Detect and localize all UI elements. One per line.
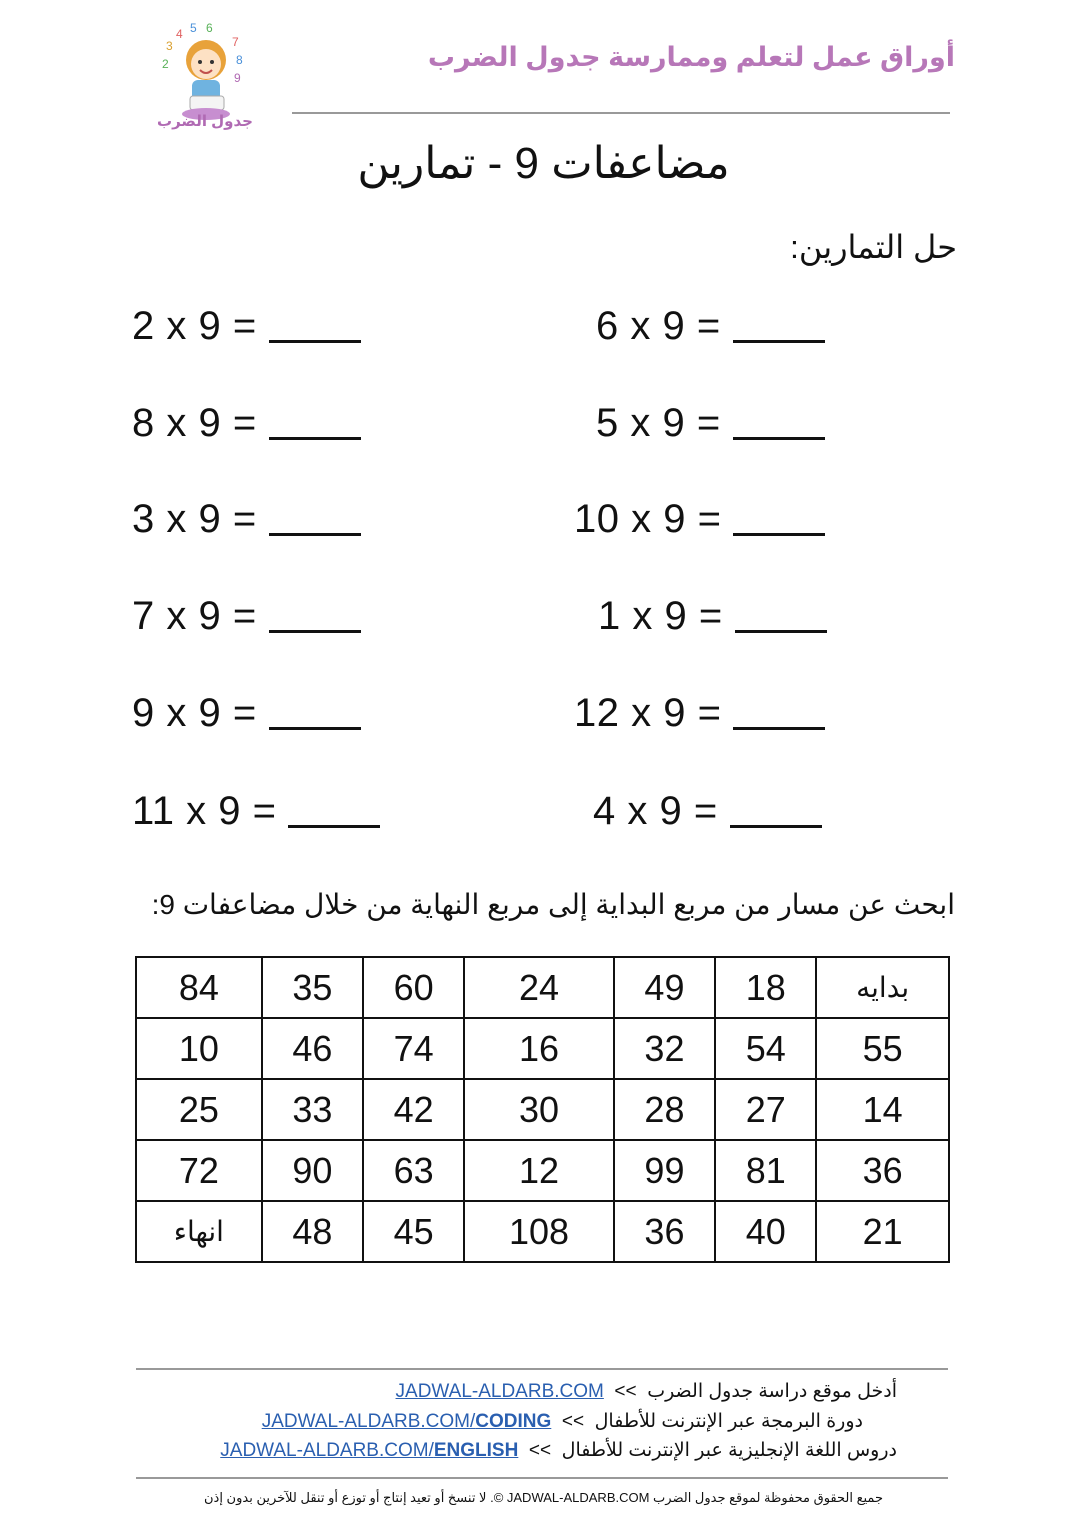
footer-link-label: دورة البرمجة عبر الإنترنت للأطفال — [594, 1411, 863, 1432]
exercise-instruction: حل التمارين: — [789, 229, 957, 265]
exercise-left-5: 9 x 9 = — [132, 691, 361, 736]
footer-divider — [136, 1368, 948, 1370]
answer-blank[interactable] — [733, 436, 825, 440]
svg-text:4: 4 — [176, 27, 183, 41]
maze-cell[interactable]: 16 — [464, 1018, 614, 1079]
answer-blank[interactable] — [288, 824, 380, 828]
maze-cell[interactable]: 60 — [363, 957, 464, 1018]
maze-cell[interactable]: 108 — [464, 1201, 614, 1262]
logo-caption: جدول الضرب — [157, 113, 253, 130]
footer-arrows: >> — [561, 1411, 585, 1432]
exercise-left-2: 8 x 9 = — [132, 401, 361, 446]
exercise-right-4: 1 x 9 = — [598, 594, 827, 639]
maze-row — [136, 1079, 949, 1140]
svg-text:5: 5 — [190, 22, 197, 35]
maze-grid — [135, 956, 950, 1263]
footer-link-row — [262, 1410, 863, 1433]
answer-blank[interactable] — [733, 339, 825, 343]
answer-blank[interactable] — [733, 726, 825, 730]
maze-cell[interactable]: 49 — [614, 957, 715, 1018]
maze-cell[interactable]: 81 — [715, 1140, 816, 1201]
copyright-text: جميع الحقوق محفوظة لموقع جدول الضرب JADWAL-ALDARB.COM ©. لا تنسخ أو تعيد إنتاج أو توزع أو تنقل للآخرين بدون إذن — [204, 1490, 883, 1505]
maze-cell[interactable]: 10 — [136, 1018, 262, 1079]
footer-link-label: دروس اللغة الإنجليزية عبر الإنترنت للأطفال — [561, 1440, 897, 1461]
maze-cell[interactable]: 36 — [816, 1140, 949, 1201]
maze-cell[interactable]: 99 — [614, 1140, 715, 1201]
exercise-left-3: 3 x 9 = — [132, 497, 361, 542]
page-title: مضاعفات 9 - تمارين — [357, 139, 730, 188]
maze-cell[interactable]: 24 — [464, 957, 614, 1018]
maze-cell[interactable]: 21 — [816, 1201, 949, 1262]
answer-blank[interactable] — [269, 726, 361, 730]
footer-arrows: >> — [614, 1381, 637, 1402]
maze-cell[interactable]: 48 — [262, 1201, 363, 1262]
footer-divider — [136, 1477, 948, 1479]
exercise-left-1: 2 x 9 = — [132, 304, 361, 349]
header-title: أوراق عمل لتعلم وممارسة جدول الضرب — [427, 42, 955, 72]
footer-link-label: أدخل موقع دراسة جدول الضرب — [647, 1381, 897, 1402]
header-divider — [292, 112, 950, 114]
exercise-right-6: 4 x 9 = — [593, 789, 822, 834]
maze-instruction: ابحث عن مسار من مربع البداية إلى مربع النهاية من خلال مضاعفات 9: — [151, 889, 955, 920]
maze-cell[interactable]: 25 — [136, 1079, 262, 1140]
svg-text:6: 6 — [206, 22, 213, 35]
maze-cell[interactable]: 33 — [262, 1079, 363, 1140]
footer-link-row — [220, 1439, 897, 1462]
site-link[interactable]: JADWAL-ALDARB.COM — [395, 1381, 604, 1402]
svg-text:7: 7 — [232, 35, 239, 49]
maze-cell[interactable]: 72 — [136, 1140, 262, 1201]
svg-text:2: 2 — [162, 57, 169, 71]
maze-cell[interactable]: 14 — [816, 1079, 949, 1140]
exercise-left-6: 11 x 9 = — [132, 789, 380, 834]
maze-cell[interactable]: 27 — [715, 1079, 816, 1140]
maze-cell[interactable]: 74 — [363, 1018, 464, 1079]
maze-cell[interactable]: 12 — [464, 1140, 614, 1201]
maze-cell[interactable]: 55 — [816, 1018, 949, 1079]
answer-blank[interactable] — [733, 532, 825, 536]
maze-cell[interactable]: 30 — [464, 1079, 614, 1140]
answer-blank[interactable] — [269, 629, 361, 633]
maze-cell[interactable]: 35 — [262, 957, 363, 1018]
maze-cell[interactable]: 84 — [136, 957, 262, 1018]
answer-blank[interactable] — [269, 532, 361, 536]
footer-arrows: >> — [528, 1440, 552, 1461]
maze-cell[interactable]: 45 — [363, 1201, 464, 1262]
maze-cell[interactable]: 90 — [262, 1140, 363, 1201]
english-link[interactable]: JADWAL-ALDARB.COM/ENGLISH — [220, 1440, 519, 1461]
maze-cell-start[interactable]: بدايه — [816, 957, 949, 1018]
exercise-right-1: 6 x 9 = — [596, 304, 825, 349]
maze-cell[interactable]: 46 — [262, 1018, 363, 1079]
maze-cell[interactable]: 42 — [363, 1079, 464, 1140]
maze-row — [136, 957, 949, 1018]
exercise-left-4: 7 x 9 = — [132, 594, 361, 639]
maze-row — [136, 1201, 949, 1262]
maze-cell[interactable]: 40 — [715, 1201, 816, 1262]
exercise-right-3: 10 x 9 = — [574, 497, 825, 542]
svg-text:3: 3 — [166, 39, 173, 53]
maze-row — [136, 1140, 949, 1201]
maze-row — [136, 1018, 949, 1079]
answer-blank[interactable] — [735, 629, 827, 633]
maze-cell[interactable]: 28 — [614, 1079, 715, 1140]
answer-blank[interactable] — [269, 436, 361, 440]
svg-text:9: 9 — [234, 71, 241, 85]
maze-cell[interactable]: 18 — [715, 957, 816, 1018]
maze-cell[interactable]: 32 — [614, 1018, 715, 1079]
exercise-right-5: 12 x 9 = — [574, 691, 825, 736]
coding-link[interactable]: JADWAL-ALDARB.COM/CODING — [261, 1411, 552, 1432]
exercise-right-2: 5 x 9 = — [596, 401, 825, 446]
maze-cell[interactable]: 63 — [363, 1140, 464, 1201]
maze-cell-end[interactable]: انهاء — [136, 1201, 262, 1262]
footer-link-row — [396, 1380, 897, 1403]
answer-blank[interactable] — [269, 339, 361, 343]
maze-cell[interactable]: 36 — [614, 1201, 715, 1262]
svg-text:8: 8 — [236, 53, 243, 67]
maze-cell[interactable]: 54 — [715, 1018, 816, 1079]
answer-blank[interactable] — [730, 824, 822, 828]
